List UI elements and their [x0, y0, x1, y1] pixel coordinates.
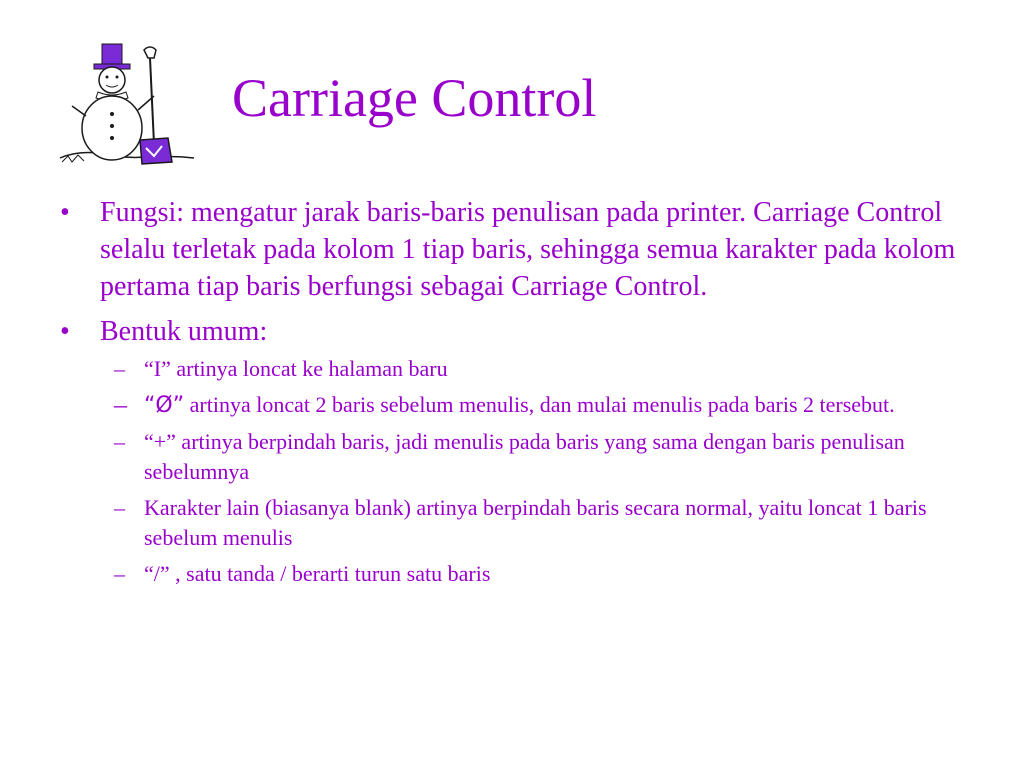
sub-bullet-list	[100, 354, 978, 589]
sub-bullet-mark: “Ø”	[144, 393, 185, 418]
sub-bullet-text: “I” artinya loncat ke halaman baru	[144, 356, 448, 381]
sub-bullet-item	[58, 354, 978, 384]
bullet-icon: •	[60, 316, 70, 347]
sub-bullet-item	[58, 390, 978, 421]
bullet-text: Bentuk umum:	[100, 316, 268, 347]
bullet-item-fungsi	[58, 194, 978, 305]
sub-bullet-text: “/” , satu tanda / berarti turun satu baris	[144, 561, 491, 586]
sub-bullet-text: “+” artinya berpindah baris, jadi menulis pada baris yang sama dengan baris penulisan sebelumnya	[144, 429, 905, 484]
bullet-item-bentuk-umum	[58, 313, 978, 589]
dash-icon: –	[114, 429, 125, 454]
sub-bullet-text-wrap	[104, 390, 978, 421]
dash-icon: –	[114, 561, 125, 586]
bullet-list	[58, 194, 978, 597]
dash-icon: –	[114, 390, 127, 419]
bullet-icon: •	[60, 197, 70, 228]
dash-icon: –	[114, 495, 125, 520]
sub-bullet-item	[58, 427, 978, 487]
sub-bullet-item	[58, 559, 978, 589]
snowman-clipart-icon	[58, 40, 196, 168]
bullet-text: Fungsi: mengatur jarak baris-baris penulisan pada printer. Carriage Control selalu terletak pada kolom 1 tiap baris, sehingga semua karakter pada kolom pertama tiap baris berfungsi sebagai Carriage Control.	[100, 197, 956, 302]
sub-bullet-text: Karakter lain (biasanya blank) artinya berpindah baris secara normal, yaitu loncat 1 baris sebelum menulis	[144, 495, 927, 550]
sub-bullet-item	[58, 493, 978, 553]
slide-title: Carriage Control	[232, 68, 597, 128]
sub-bullet-text: artinya loncat 2 baris sebelum menulis, dan mulai menulis pada baris 2 tersebut.	[184, 392, 895, 417]
dash-icon: –	[114, 356, 125, 381]
